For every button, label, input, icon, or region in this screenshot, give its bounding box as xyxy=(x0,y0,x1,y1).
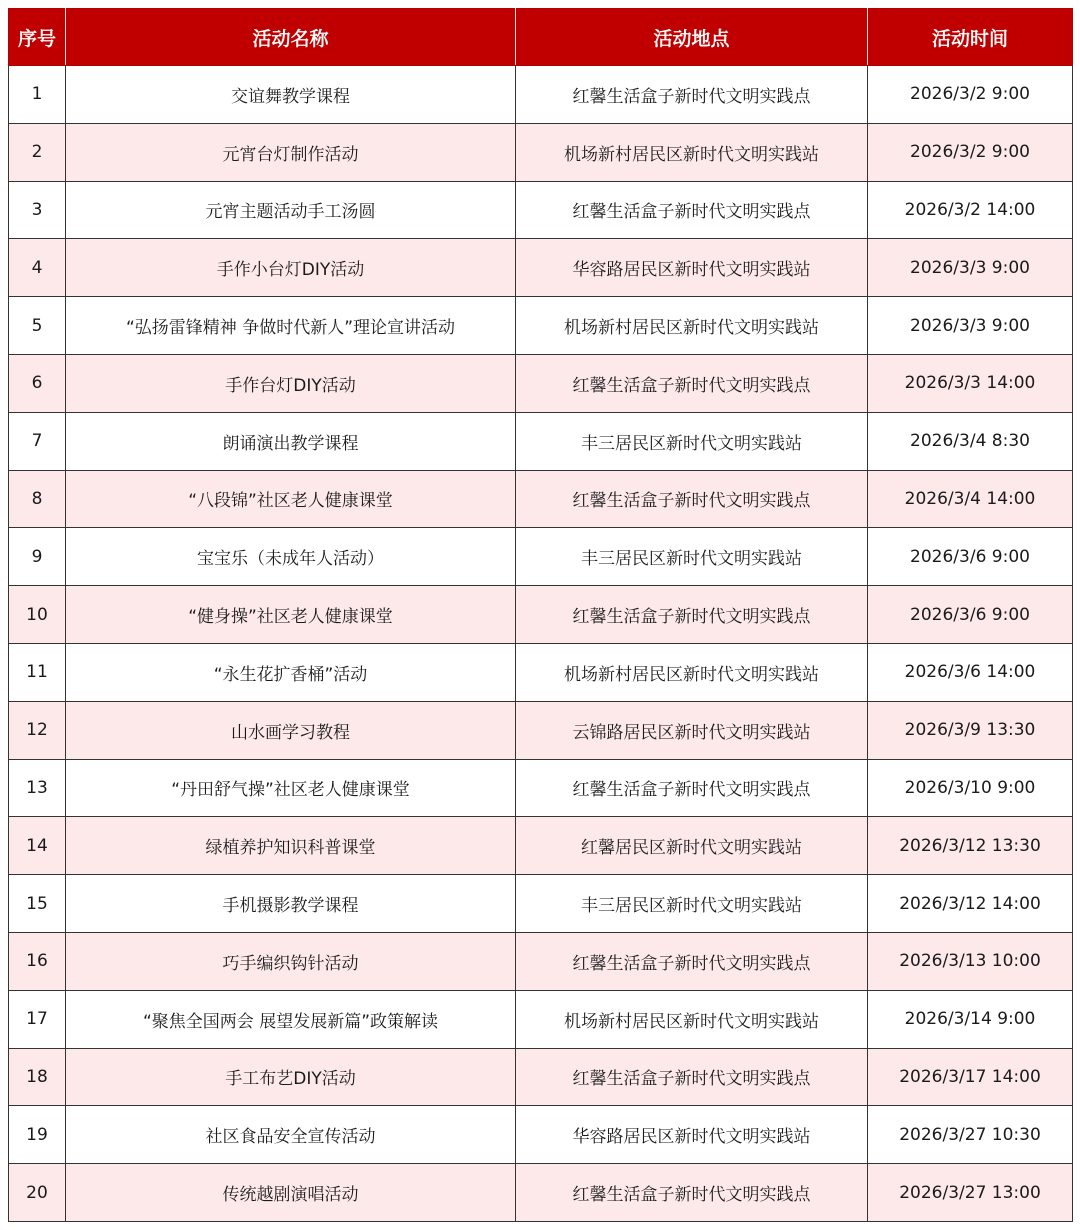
cell-activity-time: 2026/3/4 14:00 xyxy=(868,470,1073,528)
table-row xyxy=(9,1164,1073,1222)
cell-activity-place: 红馨生活盒子新时代文明实践点 xyxy=(516,1164,868,1222)
cell-no: 1 xyxy=(9,66,66,124)
table-body xyxy=(9,66,1073,1222)
cell-activity-time: 2026/3/3 14:00 xyxy=(868,354,1073,412)
cell-activity-place: 红馨生活盒子新时代文明实践点 xyxy=(516,1048,868,1106)
cell-activity-place: 红馨生活盒子新时代文明实践点 xyxy=(516,470,868,528)
cell-activity-place: 云锦路居民区新时代文明实践站 xyxy=(516,701,868,759)
cell-activity-name: 社区食品安全宣传活动 xyxy=(66,1106,516,1164)
table-row xyxy=(9,297,1073,355)
cell-activity-time: 2026/3/2 14:00 xyxy=(868,181,1073,239)
cell-activity-place: 丰三居民区新时代文明实践站 xyxy=(516,875,868,933)
cell-activity-name: 绿植养护知识科普课堂 xyxy=(66,817,516,875)
header-activity-place: 活动地点 xyxy=(516,9,868,66)
cell-activity-time: 2026/3/27 10:30 xyxy=(868,1106,1073,1164)
cell-no: 19 xyxy=(9,1106,66,1164)
cell-activity-place: 机场新村居民区新时代文明实践站 xyxy=(516,643,868,701)
cell-activity-place: 丰三居民区新时代文明实践站 xyxy=(516,528,868,586)
cell-activity-name: “永生花扩香桶”活动 xyxy=(66,643,516,701)
cell-activity-time: 2026/3/27 13:00 xyxy=(868,1164,1073,1222)
cell-activity-name: “健身操”社区老人健康课堂 xyxy=(66,586,516,644)
table-row xyxy=(9,990,1073,1048)
cell-activity-name: 手作台灯DIY活动 xyxy=(66,354,516,412)
cell-no: 20 xyxy=(9,1164,66,1222)
activity-table xyxy=(8,8,1073,1222)
header-activity-name: 活动名称 xyxy=(66,9,516,66)
table-row xyxy=(9,875,1073,933)
cell-activity-place: 丰三居民区新时代文明实践站 xyxy=(516,412,868,470)
table-row xyxy=(9,181,1073,239)
cell-no: 15 xyxy=(9,875,66,933)
table-row xyxy=(9,1048,1073,1106)
cell-activity-time: 2026/3/6 9:00 xyxy=(868,586,1073,644)
table-row xyxy=(9,759,1073,817)
cell-no: 16 xyxy=(9,932,66,990)
table-row xyxy=(9,586,1073,644)
table-row xyxy=(9,412,1073,470)
cell-no: 14 xyxy=(9,817,66,875)
cell-activity-time: 2026/3/9 13:30 xyxy=(868,701,1073,759)
table-row xyxy=(9,1106,1073,1164)
cell-activity-time: 2026/3/17 14:00 xyxy=(868,1048,1073,1106)
cell-no: 17 xyxy=(9,990,66,1048)
table-header xyxy=(9,9,1073,66)
table-row xyxy=(9,354,1073,412)
cell-no: 5 xyxy=(9,297,66,355)
cell-activity-name: “聚焦全国两会 展望发展新篇”政策解读 xyxy=(66,990,516,1048)
cell-activity-name: 山水画学习教程 xyxy=(66,701,516,759)
header-row xyxy=(9,9,1073,66)
cell-no: 13 xyxy=(9,759,66,817)
cell-no: 12 xyxy=(9,701,66,759)
cell-activity-place: 华容路居民区新时代文明实践站 xyxy=(516,1106,868,1164)
cell-activity-time: 2026/3/2 9:00 xyxy=(868,66,1073,124)
cell-no: 10 xyxy=(9,586,66,644)
cell-activity-name: “八段锦”社区老人健康课堂 xyxy=(66,470,516,528)
table-row xyxy=(9,643,1073,701)
cell-activity-place: 红馨生活盒子新时代文明实践点 xyxy=(516,932,868,990)
cell-activity-place: 机场新村居民区新时代文明实践站 xyxy=(516,297,868,355)
cell-activity-place: 红馨生活盒子新时代文明实践点 xyxy=(516,66,868,124)
table-row xyxy=(9,66,1073,124)
cell-activity-place: 红馨居民区新时代文明实践站 xyxy=(516,817,868,875)
cell-activity-name: “弘扬雷锋精神 争做时代新人”理论宣讲活动 xyxy=(66,297,516,355)
cell-activity-name: “丹田舒气操”社区老人健康课堂 xyxy=(66,759,516,817)
cell-activity-name: 巧手编织钩针活动 xyxy=(66,932,516,990)
cell-activity-place: 红馨生活盒子新时代文明实践点 xyxy=(516,181,868,239)
cell-activity-time: 2026/3/14 9:00 xyxy=(868,990,1073,1048)
cell-activity-time: 2026/3/12 13:30 xyxy=(868,817,1073,875)
cell-activity-time: 2026/3/2 9:00 xyxy=(868,123,1073,181)
cell-activity-name: 手机摄影教学课程 xyxy=(66,875,516,933)
cell-activity-time: 2026/3/3 9:00 xyxy=(868,297,1073,355)
cell-activity-name: 交谊舞教学课程 xyxy=(66,66,516,124)
table-row xyxy=(9,470,1073,528)
table-row xyxy=(9,932,1073,990)
cell-activity-name: 朗诵演出教学课程 xyxy=(66,412,516,470)
cell-activity-time: 2026/3/3 9:00 xyxy=(868,239,1073,297)
cell-activity-place: 红馨生活盒子新时代文明实践点 xyxy=(516,354,868,412)
cell-no: 3 xyxy=(9,181,66,239)
cell-no: 6 xyxy=(9,354,66,412)
table-row xyxy=(9,239,1073,297)
cell-no: 4 xyxy=(9,239,66,297)
cell-no: 7 xyxy=(9,412,66,470)
cell-no: 18 xyxy=(9,1048,66,1106)
cell-activity-time: 2026/3/12 14:00 xyxy=(868,875,1073,933)
header-no: 序号 xyxy=(9,9,66,66)
cell-activity-place: 红馨生活盒子新时代文明实践点 xyxy=(516,759,868,817)
cell-activity-name: 传统越剧演唱活动 xyxy=(66,1164,516,1222)
table-row xyxy=(9,701,1073,759)
cell-no: 8 xyxy=(9,470,66,528)
table-row xyxy=(9,817,1073,875)
cell-no: 9 xyxy=(9,528,66,586)
cell-activity-time: 2026/3/4 8:30 xyxy=(868,412,1073,470)
table-row xyxy=(9,123,1073,181)
cell-activity-name: 宝宝乐（未成年人活动） xyxy=(66,528,516,586)
table-row xyxy=(9,528,1073,586)
cell-activity-name: 元宵台灯制作活动 xyxy=(66,123,516,181)
cell-activity-time: 2026/3/6 9:00 xyxy=(868,528,1073,586)
cell-activity-place: 机场新村居民区新时代文明实践站 xyxy=(516,123,868,181)
cell-activity-time: 2026/3/13 10:00 xyxy=(868,932,1073,990)
cell-activity-name: 手作小台灯DIY活动 xyxy=(66,239,516,297)
cell-activity-name: 手工布艺DIY活动 xyxy=(66,1048,516,1106)
cell-activity-place: 华容路居民区新时代文明实践站 xyxy=(516,239,868,297)
cell-activity-place: 机场新村居民区新时代文明实践站 xyxy=(516,990,868,1048)
cell-no: 11 xyxy=(9,643,66,701)
cell-activity-name: 元宵主题活动手工汤圆 xyxy=(66,181,516,239)
cell-activity-time: 2026/3/10 9:00 xyxy=(868,759,1073,817)
cell-activity-time: 2026/3/6 14:00 xyxy=(868,643,1073,701)
cell-no: 2 xyxy=(9,123,66,181)
activity-schedule-sheet xyxy=(8,8,1072,1222)
header-activity-time: 活动时间 xyxy=(868,9,1073,66)
cell-activity-place: 红馨生活盒子新时代文明实践点 xyxy=(516,586,868,644)
